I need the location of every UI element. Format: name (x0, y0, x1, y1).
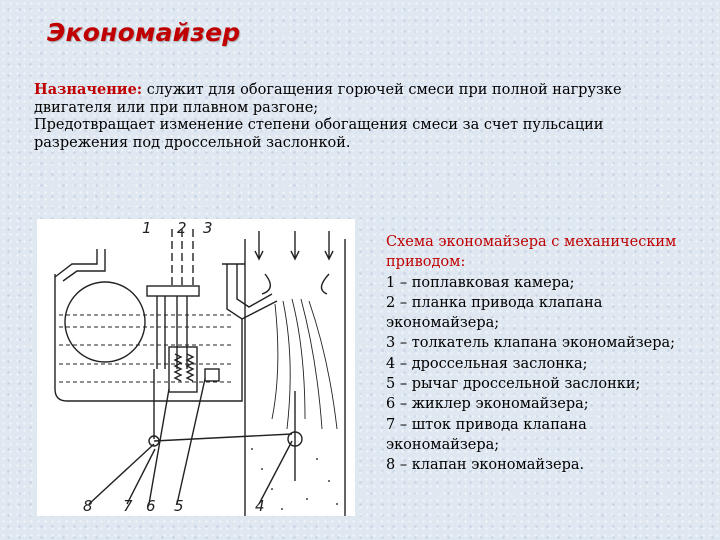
slide-title: Экономайзер (47, 18, 241, 47)
diagram-label-3: 3 (203, 219, 213, 237)
diagram-label-2: 2 (177, 219, 187, 237)
caption-item: 8 – клапан экономайзера. (386, 457, 585, 474)
caption-item: 2 – планка привода клапана экономайзера; (386, 294, 603, 332)
caption-item: 3 – толкатель клапана экономайзера; (386, 335, 676, 352)
diagram-label-7: 7 (123, 497, 133, 515)
caption-item: 1 – поплавковая камера; (386, 274, 575, 291)
caption-item: 4 – дроссельная заслонка; (386, 355, 588, 372)
purpose-paragraph (34, 81, 674, 117)
intro-text (34, 81, 674, 152)
purpose-label: Назначение: (34, 81, 143, 98)
economizer-diagram (37, 219, 355, 516)
caption-item: 7 – шток привода клапана экономайзера; (386, 416, 587, 453)
purpose-text: служит для обогащения горючей смеси при полной нагрузке двигателя или при плавном разгоне; (34, 82, 622, 116)
diagram-label-1: 1 (142, 219, 152, 237)
diagram-label-5: 5 (174, 497, 184, 515)
caption-item: 6 – жиклер экономайзера; (386, 396, 589, 413)
economizer-schematic (37, 219, 355, 516)
diagram-label-6: 6 (146, 497, 156, 515)
prevent-paragraph: Предотвращает изменение степени обогащения смеси за счет пульсации разрежения под дроссельной заслонкой. (34, 117, 604, 151)
diagram-label-8: 8 (83, 497, 93, 515)
diagram-caption (386, 232, 686, 476)
caption-heading: Схема экономайзера с механическим приводом: (386, 234, 677, 271)
float (65, 282, 145, 362)
diagram-label-4: 4 (255, 497, 265, 515)
caption-item: 5 – рычаг дроссельной заслонки; (386, 376, 641, 393)
